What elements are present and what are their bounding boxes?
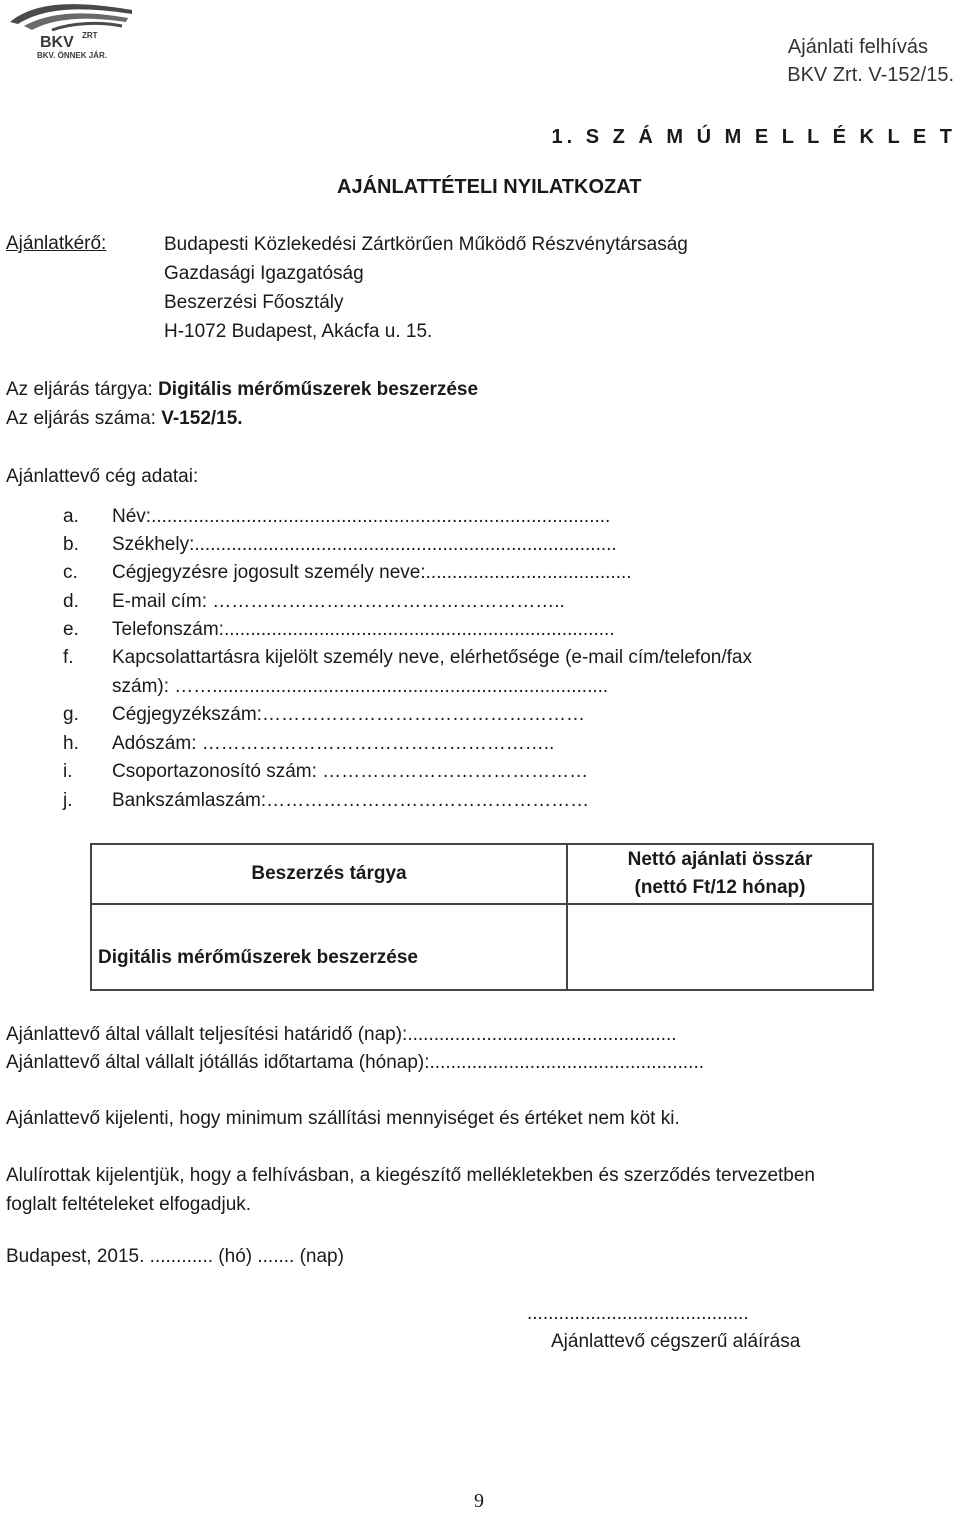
field-contact[interactable]: Kapcsolattartásra kijelölt személy neve, elérhetősége (e-mail cím/telefon/fax	[112, 647, 752, 668]
field-email[interactable]: E-mail cím: ………………………………………………..	[112, 591, 565, 612]
table-row	[91, 904, 873, 990]
logo-slogan: BKV. ÖNNEK JÁR.	[37, 51, 107, 60]
field-contact-cont[interactable]: szám): ……...........................................................................	[112, 676, 609, 697]
client-line: H-1072 Budapest, Akácfa u. 15.	[164, 321, 433, 342]
field-bank-account[interactable]: Bankszámlaszám:……………………………………………	[112, 790, 590, 811]
table-header-price-line2: (nettó Ft/12 hónap)	[634, 877, 806, 898]
acceptance-line: foglalt feltételeket elfogadjuk.	[6, 1194, 252, 1215]
bkv-logo	[4, 0, 136, 62]
list-letter: g.	[63, 704, 79, 725]
field-group-id[interactable]: Csoportazonosító szám: ……………………………………	[112, 761, 589, 782]
table-header-price-line1: Nettó ajánlati összár	[627, 849, 813, 870]
header-title: Ajánlati felhívás	[787, 36, 928, 58]
page-number: 9	[474, 1490, 484, 1512]
list-letter: f.	[63, 647, 74, 668]
procedure-number-label: Az eljárás száma:	[6, 408, 162, 429]
procedure-subject-value: Digitális mérőműszerek beszerzése	[158, 379, 479, 400]
list-letter: h.	[63, 733, 79, 754]
list-letter: c.	[63, 562, 78, 583]
signature-label: Ajánlattevő cégszerű aláírása	[551, 1331, 801, 1352]
date-line[interactable]: Budapest, 2015. ............ (hó) ....... (nap)	[6, 1246, 344, 1267]
bidder-heading: Ajánlattevő cég adatai:	[6, 466, 199, 487]
warranty-line[interactable]: Ajánlattevő által vállalt jótállás időtartama (hónap):....................................................	[6, 1052, 705, 1073]
list-letter: i.	[63, 761, 73, 782]
field-name[interactable]: Név:.......................................................................................	[112, 506, 611, 527]
logo-brand: BKV	[40, 34, 74, 51]
logo-suffix: ZRT	[82, 31, 98, 40]
acceptance-line: Alulírottak kijelentjük, hogy a felhívásban, a kiegészítő mellékletekben és szerződés tervezetben	[6, 1165, 816, 1186]
client-line: Budapesti Közlekedési Zártkörűen Működő Részvénytársaság	[164, 234, 688, 255]
annex-label: 1. S Z Á M Ú M E L L É K L E T	[551, 126, 956, 148]
table-header-row	[91, 844, 873, 904]
procedure-number-value: V-152/15.	[161, 408, 243, 429]
field-tax-number[interactable]: Adószám: ………………………………………………..	[112, 733, 555, 754]
procedure-number	[6, 405, 243, 433]
list-letter: b.	[63, 534, 79, 555]
field-signatory[interactable]: Cégjegyzésre jogosult személy neve:.......................................	[112, 562, 632, 583]
table-cell-subject: Digitális mérőműszerek beszerzése	[91, 904, 567, 990]
list-letter: e.	[63, 619, 79, 640]
price-table	[90, 843, 874, 991]
field-seat[interactable]: Székhely:................................................................................	[112, 534, 617, 555]
list-letter: a.	[63, 506, 79, 527]
field-phone[interactable]: Telefonszám:..........................................................................	[112, 619, 615, 640]
deadline-line[interactable]: Ajánlattevő által vállalt teljesítési határidő (nap):...................................................	[6, 1024, 677, 1045]
bkv-logo-graphic	[4, 0, 136, 62]
statement: Ajánlattevő kijelenti, hogy minimum szállítási mennyiséget és értéket nem köt ki.	[6, 1108, 680, 1129]
client-line: Beszerzési Főosztály	[164, 292, 344, 313]
client-label: Ajánlatkérő:	[6, 233, 107, 254]
procedure-subject-label: Az eljárás tárgya:	[6, 379, 159, 400]
procedure-subject	[6, 376, 478, 404]
table-cell-price[interactable]	[567, 904, 873, 990]
field-registry-number[interactable]: Cégjegyzékszám:……………………………………………	[112, 704, 585, 725]
header-reference: BKV Zrt. V-152/15.	[787, 64, 954, 86]
signature-dots[interactable]: ..........................................	[527, 1303, 749, 1324]
client-line: Gazdasági Igazgatóság	[164, 263, 364, 284]
list-letter: j.	[63, 790, 73, 811]
table-header-subject: Beszerzés tárgya	[91, 844, 567, 904]
table-header-price	[567, 844, 873, 904]
list-letter: d.	[63, 591, 79, 612]
document-title: AJÁNLATTÉTELI NYILATKOZAT	[337, 176, 642, 198]
